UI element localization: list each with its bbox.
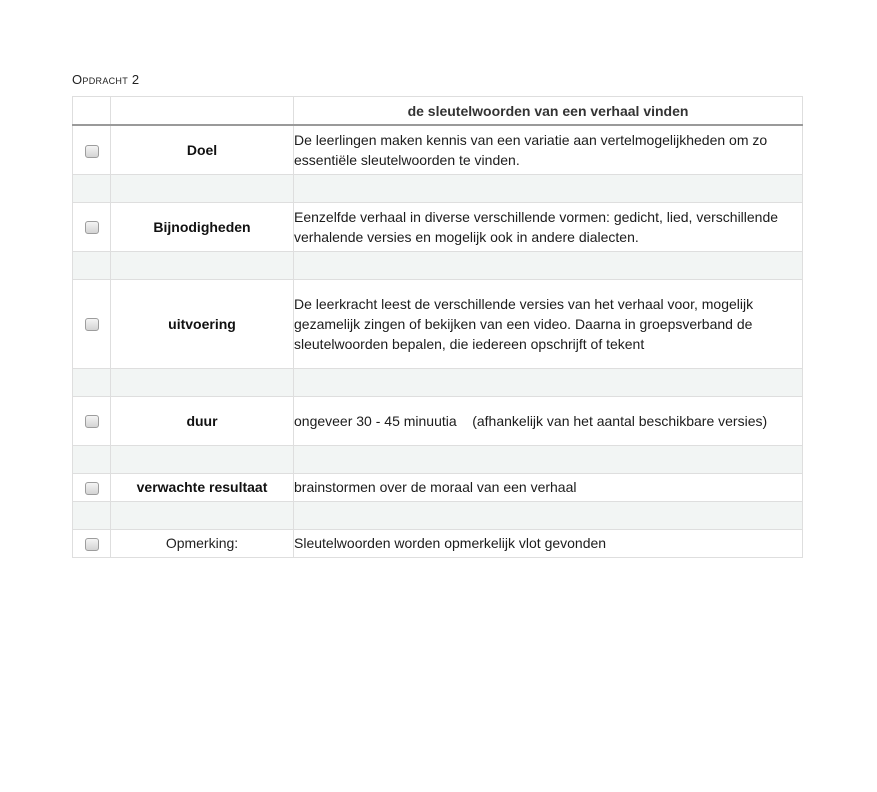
row-checkbox[interactable] — [85, 482, 99, 495]
row-checkbox[interactable] — [85, 145, 99, 158]
row-label: Opmerking: — [111, 529, 294, 557]
row-text: De leerlingen maken kennis van een variatie aan vertelmogelijkheden om zo essentiële sleutelwoorden te vinden. — [294, 125, 803, 174]
header-check-cell — [73, 97, 111, 126]
table-row-opmerking — [73, 529, 803, 557]
row-label: duur — [111, 396, 294, 445]
lesson-plan-table — [72, 96, 803, 558]
table-row-doel — [73, 125, 803, 174]
spacer-row — [73, 445, 803, 473]
table-row-uitvoering — [73, 279, 803, 368]
row-check-cell — [73, 125, 111, 174]
row-label: Doel — [111, 125, 294, 174]
spacer-row — [73, 251, 803, 279]
table-row-duur — [73, 396, 803, 445]
row-checkbox[interactable] — [85, 415, 99, 428]
row-check-cell — [73, 473, 111, 501]
spacer-row — [73, 174, 803, 202]
row-label: uitvoering — [111, 279, 294, 368]
row-check-cell — [73, 396, 111, 445]
row-checkbox[interactable] — [85, 538, 99, 551]
table-header-row — [73, 97, 803, 126]
row-checkbox[interactable] — [85, 221, 99, 234]
row-text: Sleutelwoorden worden opmerkelijk vlot gevonden — [294, 529, 803, 557]
table-header-title: de sleutelwoorden van een verhaal vinden — [294, 97, 803, 126]
row-text: brainstormen over de moraal van een verhaal — [294, 473, 803, 501]
row-label: verwachte resultaat — [111, 473, 294, 501]
row-text: De leerkracht leest de verschillende versies van het verhaal voor, mogelijk gezamelijk zingen of bekijken van een video. Daarna in groepsverband de sleutelwoorden bepalen, die iedereen opschrijft of tekent — [294, 279, 803, 368]
row-text: ongeveer 30 - 45 minuutia (afhankelijk van het aantal beschikbare versies) — [294, 396, 803, 445]
spacer-row — [73, 368, 803, 396]
table-row-verwachte-resultaat — [73, 473, 803, 501]
row-check-cell — [73, 529, 111, 557]
page-heading: Opdracht 2 — [72, 72, 140, 87]
row-text: Eenzelfde verhaal in diverse verschillende vormen: gedicht, lied, verschillende verhalende versies en mogelijk ook in andere dialecten. — [294, 202, 803, 251]
row-check-cell — [73, 202, 111, 251]
row-label: Bijnodigheden — [111, 202, 294, 251]
spacer-row — [73, 501, 803, 529]
header-label-cell — [111, 97, 294, 126]
table-row-bijnodigheden — [73, 202, 803, 251]
row-check-cell — [73, 279, 111, 368]
row-checkbox[interactable] — [85, 318, 99, 331]
